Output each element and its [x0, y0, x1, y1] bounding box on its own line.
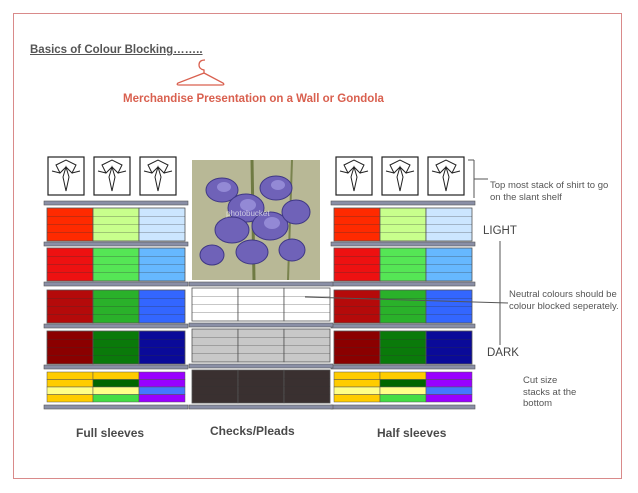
checks-shelf-1 — [189, 282, 333, 286]
full-sleeves-cut-size-2-2 — [93, 380, 139, 388]
half-sleeves-stack-r3-c2 — [380, 290, 426, 323]
checks-stack-r2-c1 — [192, 329, 238, 362]
note-neutral-colours: Neutral colours should be colour blocked seperately. — [509, 289, 619, 312]
full-sleeves-cut-size-2-4 — [93, 395, 139, 403]
shirt-icon-full-3 — [140, 157, 176, 195]
label-half-sleeves: Half sleeves — [377, 426, 447, 440]
full-sleeves-stack-r4-c1 — [47, 331, 93, 364]
full-sleeves-stack-r3-c1 — [47, 290, 93, 323]
checks-stack-r2-c2 — [238, 329, 284, 362]
checks-shelf-bottom — [189, 405, 333, 409]
half-sleeves-cut-size-1-4 — [334, 395, 380, 403]
photo-watermark: photobucket — [226, 209, 270, 218]
half-sleeves-stack-r1-c1 — [334, 208, 380, 241]
half-sleeves-cut-size-1-2 — [334, 380, 380, 388]
full-sleeves-stack-r1-c3 — [139, 208, 185, 241]
half-sleeves-shelf-2 — [331, 282, 475, 286]
full-sleeves-stack-r2-c3 — [139, 248, 185, 281]
half-sleeves-shelf-4 — [331, 365, 475, 369]
full-sleeves-stack-r4-c3 — [139, 331, 185, 364]
full-sleeves-shelf-4 — [44, 365, 188, 369]
bluebell-flower-photo — [192, 160, 320, 280]
full-sleeves-stack-r2-c1 — [47, 248, 93, 281]
full-sleeves-shelf-1 — [44, 242, 188, 246]
half-sleeves-cut-size-3-3 — [426, 387, 472, 395]
label-light: LIGHT — [483, 225, 517, 237]
shirt-icon-half-1 — [336, 157, 372, 195]
full-sleeves-stack-r2-c2 — [93, 248, 139, 281]
full-sleeves-cut-size-3-1 — [139, 372, 185, 380]
half-sleeves-cut-size-2-1 — [380, 372, 426, 380]
half-sleeves-stack-r3-c1 — [334, 290, 380, 323]
half-sleeves-cut-size-2-2 — [380, 380, 426, 388]
checks-stack-r1-c3 — [284, 288, 330, 321]
full-sleeves-cut-size-1-4 — [47, 395, 93, 403]
checks-stack-r1-c2 — [238, 288, 284, 321]
full-sleeves-cut-size-1-3 — [47, 387, 93, 395]
full-sleeves-cut-size-3-2 — [139, 380, 185, 388]
note-top-stack: Top most stack of shirt to go on the slant shelf — [490, 180, 609, 203]
full-sleeves-shelf-bottom — [44, 405, 188, 409]
half-sleeves-cut-size-3-1 — [426, 372, 472, 380]
label-full-sleeves: Full sleeves — [76, 426, 145, 440]
full-sleeves-shelf-3 — [44, 324, 188, 328]
full-sleeves-cut-size-1-2 — [47, 380, 93, 388]
full-sleeves-stack-r4-c2 — [93, 331, 139, 364]
half-sleeves-shelf-top — [331, 201, 475, 205]
half-sleeves-stack-r2-c2 — [380, 248, 426, 281]
checks-stack-r3-c3 — [284, 370, 330, 403]
half-sleeves-stack-r4-c2 — [380, 331, 426, 364]
half-sleeves-cut-size-2-4 — [380, 395, 426, 403]
full-sleeves-stack-r1-c2 — [93, 208, 139, 241]
half-sleeves-shelf-3 — [331, 324, 475, 328]
full-sleeves-cut-size-3-4 — [139, 395, 185, 403]
full-sleeves-cut-size-1-1 — [47, 372, 93, 380]
full-sleeves-cut-size-3-3 — [139, 387, 185, 395]
half-sleeves-stack-r3-c3 — [426, 290, 472, 323]
half-sleeves-stack-r1-c2 — [380, 208, 426, 241]
half-sleeves-cut-size-1-3 — [334, 387, 380, 395]
full-sleeves-shelf-top — [44, 201, 188, 205]
full-sleeves-cut-size-2-1 — [93, 372, 139, 380]
half-sleeves-cut-size-1-1 — [334, 372, 380, 380]
shirt-icon-full-1 — [48, 157, 84, 195]
checks-stack-r1-c1 — [192, 288, 238, 321]
half-sleeves-stack-r4-c1 — [334, 331, 380, 364]
full-sleeves-stack-r3-c2 — [93, 290, 139, 323]
checks-shelf-3 — [189, 364, 333, 368]
slide-title: Basics of Colour Blocking…….. — [30, 44, 203, 56]
half-sleeves-cut-size-3-2 — [426, 380, 472, 388]
checks-stack-r3-c1 — [192, 370, 238, 403]
shirt-icon-full-2 — [94, 157, 130, 195]
half-sleeves-shelf-bottom — [331, 405, 475, 409]
checks-stack-r3-c2 — [238, 370, 284, 403]
full-sleeves-stack-r1-c1 — [47, 208, 93, 241]
label-checks-pleads: Checks/Pleads — [210, 424, 295, 438]
full-sleeves-shelf-2 — [44, 282, 188, 286]
shirt-icon-half-2 — [382, 157, 418, 195]
slide-subtitle: Merchandise Presentation on a Wall or Gondola — [123, 93, 384, 105]
label-dark: DARK — [487, 347, 519, 359]
half-sleeves-stack-r2-c1 — [334, 248, 380, 281]
shirt-icon-half-3 — [428, 157, 464, 195]
half-sleeves-stack-r4-c3 — [426, 331, 472, 364]
half-sleeves-cut-size-2-3 — [380, 387, 426, 395]
half-sleeves-shelf-1 — [331, 242, 475, 246]
half-sleeves-cut-size-3-4 — [426, 395, 472, 403]
note-cut-size: Cut size stacks at the bottom — [523, 375, 577, 409]
checks-shelf-2 — [189, 323, 333, 327]
checks-stack-r2-c3 — [284, 329, 330, 362]
full-sleeves-stack-r3-c3 — [139, 290, 185, 323]
full-sleeves-cut-size-2-3 — [93, 387, 139, 395]
half-sleeves-stack-r2-c3 — [426, 248, 472, 281]
half-sleeves-stack-r1-c3 — [426, 208, 472, 241]
